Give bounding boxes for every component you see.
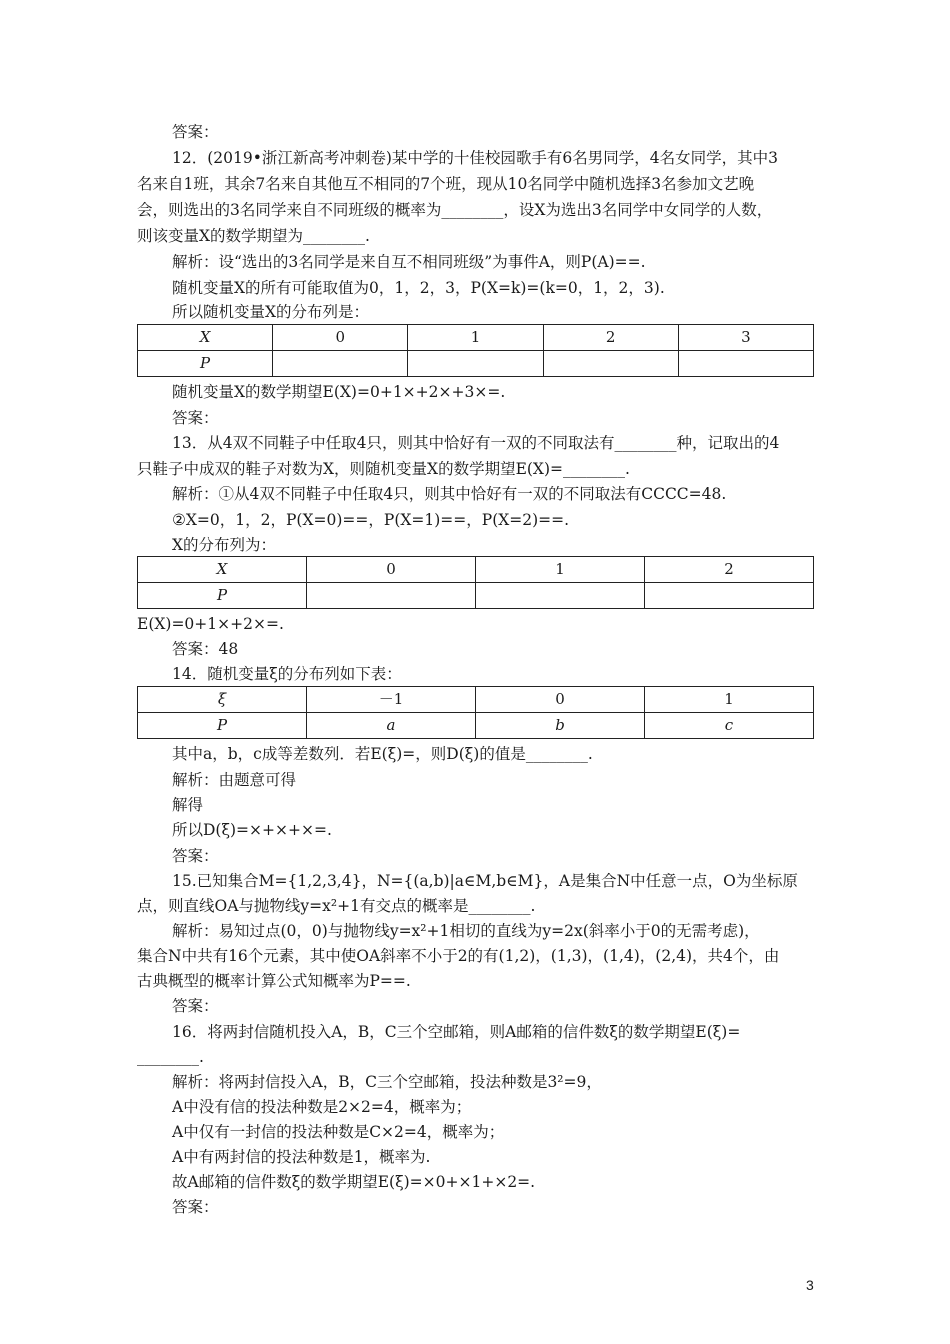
table-cell: P <box>138 713 307 739</box>
text-line: 则该变量X的数学期望为________. <box>137 227 370 245</box>
table-cell: 2 <box>645 557 814 583</box>
text-line: 解析：设“选出的3名同学是来自互不相同班级”为事件A，则P(A)==. <box>172 253 646 271</box>
text-line: ________. <box>137 1048 204 1066</box>
table-row <box>138 583 814 609</box>
table-row <box>138 325 814 351</box>
page-number: 3 <box>806 1277 814 1293</box>
table-cell: 3 <box>678 325 813 351</box>
text-line: E(X)=0+1×+2×=. <box>137 615 284 633</box>
text-line: 名来自1班，其余7名来自其他互不相同的7个班，现从10名同学中随机选择3名参加文艺晚 <box>137 175 755 193</box>
table-cell <box>678 351 813 377</box>
text-line: 古典概型的概率计算公式知概率为P==. <box>137 972 411 990</box>
text-line: 集合N中共有16个元素，其中使OA斜率不小于2的有(1,2)，(1,3)，(1,4)，(2,4)，共4个，由 <box>137 947 780 965</box>
table-cell: P <box>138 583 307 609</box>
table-cell: P <box>138 351 273 377</box>
table-cell: 1 <box>476 557 645 583</box>
table-cell <box>273 351 408 377</box>
text-line: 答案： <box>172 409 219 427</box>
table-cell <box>543 351 678 377</box>
distribution-table <box>137 324 814 377</box>
text-line: X的分布列为： <box>172 536 277 554</box>
text-line: 13．从4双不同鞋子中任取4只，则其中恰好有一双的不同取法有________种，记取出的4 <box>172 434 780 452</box>
table-cell <box>476 583 645 609</box>
text-line: 答案： <box>172 847 219 865</box>
table-cell: X <box>138 557 307 583</box>
table-cell <box>408 351 543 377</box>
table-cell: －1 <box>307 687 476 713</box>
text-line: 随机变量X的数学期望E(X)=0+1×+2×+3×=. <box>172 383 506 401</box>
table-row <box>138 713 814 739</box>
distribution-table <box>137 686 814 739</box>
text-line: 解得 <box>172 796 204 814</box>
text-line: 解析：①从4双不同鞋子中任取4只，则其中恰好有一双的不同取法有CCCC=48. <box>172 485 727 503</box>
text-line: ②X=0，1，2，P(X=0)==，P(X=1)==，P(X=2)==. <box>172 511 570 529</box>
table-row <box>138 351 814 377</box>
table-cell: c <box>645 713 814 739</box>
text-line: 只鞋子中成双的鞋子对数为X，则随机变量X的数学期望E(X)=________. <box>137 460 630 478</box>
table-cell: b <box>476 713 645 739</box>
text-line: 随机变量X的所有可能取值为0，1，2，3，P(X=k)=(k=0，1，2，3). <box>172 279 665 297</box>
text-line: 15.已知集合M={1,2,3,4}，N={(a,b)|a∈M,b∈M}，A是集合N中任意一点，O为坐标原 <box>172 872 798 890</box>
text-line: 答案： <box>172 1198 219 1216</box>
table-cell: ξ <box>138 687 307 713</box>
text-line: 所以随机变量X的分布列是： <box>172 303 370 321</box>
text-line: 答案：48 <box>172 640 239 658</box>
text-line: 解析：易知过点(0，0)与抛物线y=x²+1相切的直线为y=2x(斜率小于0的无需考虑)， <box>172 922 760 940</box>
text-line: A中有两封信的投法种数是1，概率为. <box>172 1148 431 1166</box>
text-line: 其中a，b，c成等差数列．若E(ξ)=，则D(ξ)的值是________. <box>172 745 593 763</box>
text-line: A中没有信的投法种数是2×2=4，概率为； <box>172 1098 472 1116</box>
table-cell: 0 <box>273 325 408 351</box>
text-line: A中仅有一封信的投法种数是C×2=4，概率为； <box>172 1123 505 1141</box>
table-row <box>138 557 814 583</box>
table-cell <box>645 583 814 609</box>
table-cell: a <box>307 713 476 739</box>
text-line: 故A邮箱的信件数ξ的数学期望E(ξ)=×0+×1+×2=. <box>172 1173 536 1191</box>
text-line: 答案： <box>172 123 219 141</box>
table-cell: 1 <box>408 325 543 351</box>
distribution-table <box>137 556 814 609</box>
text-line: 解析：将两封信投入A，B，C三个空邮箱，投法种数是3²=9， <box>172 1073 602 1091</box>
text-line: 答案： <box>172 997 219 1015</box>
text-line: 解析：由题意可得 <box>172 771 297 789</box>
text-line: 16．将两封信随机投入A，B，C三个空邮箱，则A邮箱的信件数ξ的数学期望E(ξ)= <box>172 1023 741 1041</box>
table-cell: X <box>138 325 273 351</box>
table-cell <box>307 583 476 609</box>
table-cell: 0 <box>476 687 645 713</box>
table-cell: 1 <box>645 687 814 713</box>
text-line: 所以D(ξ)=×+×+×=. <box>172 821 332 839</box>
text-line: 会，则选出的3名同学来自不同班级的概率为________，设X为选出3名同学中女同学的人数， <box>137 201 773 219</box>
table-cell: 0 <box>307 557 476 583</box>
text-line: 14．随机变量ξ的分布列如下表： <box>172 665 402 683</box>
table-row <box>138 687 814 713</box>
text-line: 12．(2019•浙江新高考冲刺卷)某中学的十佳校园歌手有6名男同学，4名女同学，其中3 <box>172 149 778 167</box>
table-cell: 2 <box>543 325 678 351</box>
text-line: 点，则直线OA与抛物线y=x²+1有交点的概率是________. <box>137 897 536 915</box>
